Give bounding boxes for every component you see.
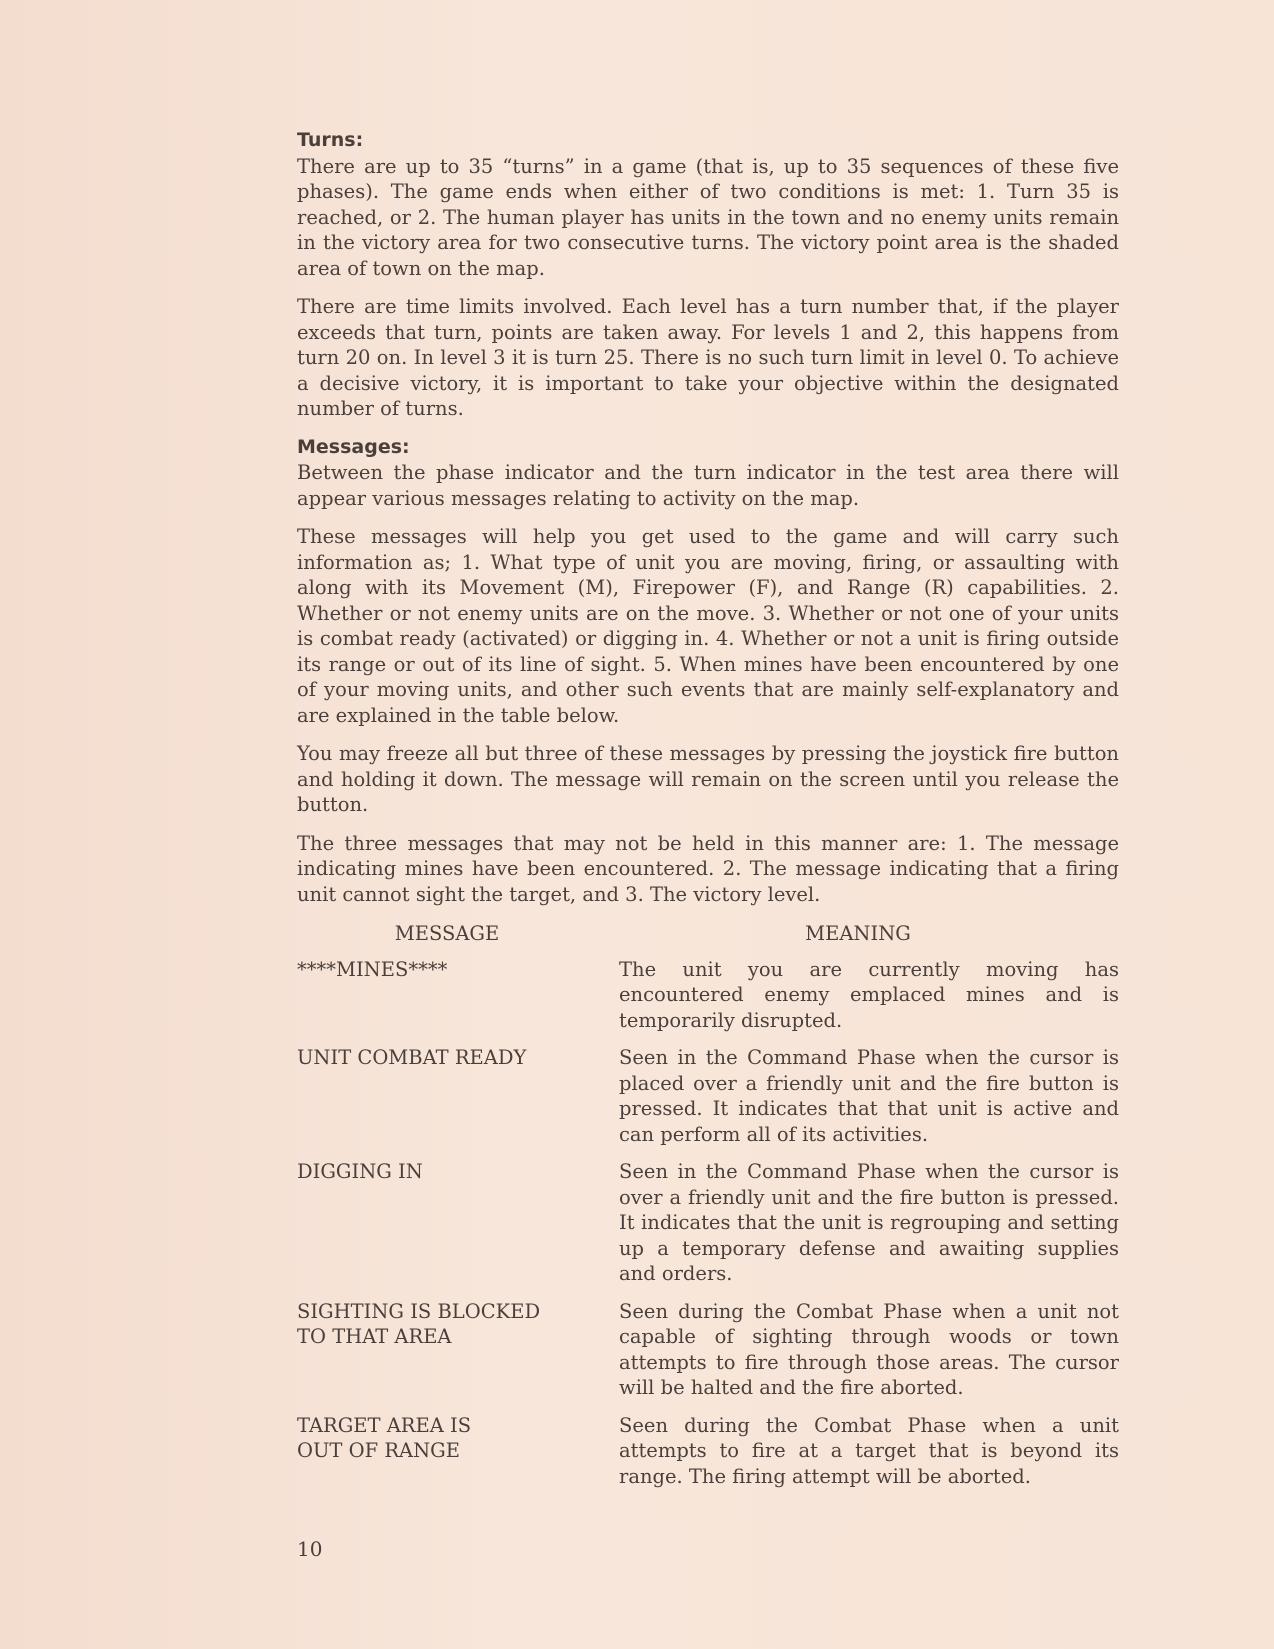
turns-heading: Turns: — [297, 129, 364, 151]
col-header-meaning: MEANING — [805, 922, 911, 945]
col-header-message: MESSAGE — [394, 922, 500, 945]
page-content — [297, 128, 1119, 1501]
row-message: SIGHTING IS BLOCKED TO THAT AREA — [297, 1299, 541, 1348]
messages-heading: Messages: — [297, 435, 410, 458]
messages-paragraph-4: The three messages that may not be held in this manner are: 1. The message indicating mines have been encountered. 2. The message indicating that a firing unit cannot sight the target, and 3. The victory level. — [297, 831, 1119, 906]
table-row — [297, 957, 1119, 1034]
row-message: TARGET AREA IS OUT OF RANGE — [297, 1413, 472, 1462]
turns-paragraph-1: There are up to 35 “turns” in a game (that is, up to 35 sequences of these five phases). The game ends when either of two conditions is met: 1. Turn 35 is reached, or 2. The human player has units in the town and no enemy units remain in the victory area for two consecutive turns. The victory point area is the shaded area of town on the map. — [297, 154, 1119, 280]
messages-paragraph-3: You may freeze all but three of these messages by pressing the joystick fire button and holding it down. The message will remain on the screen until you release the button. — [297, 742, 1119, 816]
table-row — [297, 1413, 1119, 1490]
messages-table — [297, 921, 1119, 1489]
table-header — [297, 921, 1119, 947]
table-row — [297, 1159, 1119, 1287]
row-meaning: Seen in the Command Phase when the cursor is over a friendly unit and the fire button is pressed. It indicates that the unit is regrouping and setting up a temporary defense and awaiting supplies and orders. — [619, 1160, 1119, 1285]
row-meaning: Seen in the Command Phase when the cursor is placed over a friendly unit and the fire button is pressed. It indicates that that unit is active and can perform all of its activities. — [619, 1046, 1119, 1146]
row-message: UNIT COMBAT READY — [297, 1046, 527, 1069]
messages-paragraph-1: Between the phase indicator and the turn indicator in the test area there will appear various messages relating to activity on the map. — [297, 461, 1119, 510]
page-number: 10 — [297, 1537, 323, 1561]
turns-paragraph-2: There are time limits involved. Each level has a turn number that, if the player exceeds that turn, points are taken away. For levels 1 and 2, this happens from turn 20 on. In level 3 it is turn 25. There is no such turn limit in level 0. To achieve a decisive victory, it is important to take your objective within the designated number of turns. — [297, 295, 1119, 420]
row-meaning: The unit you are currently moving has encountered enemy emplaced mines and is temporarily disrupted. — [619, 957, 1119, 1032]
messages-paragraph-2: These messages will help you get used to the game and will carry such information as; 1. What type of unit you are moving, firing, or assaulting with along with its Movement (M), Firepower (F), and Range (R) capabilities. 2. Whether or not enemy units are on the move. 3. Whether or not one of your units is combat ready (activated) or digging in. 4. Whether or not a unit is firing outside its range or out of its line of sight. 5. When mines have been encountered by one of your moving units, and other such events that are mainly self-explanatory and are explained in the table below. — [297, 525, 1119, 727]
row-meaning: Seen during the Combat Phase when a unit attempts to fire at a target that is beyond its range. The firing attempt will be aborted. — [619, 1413, 1119, 1488]
table-row — [297, 1299, 1119, 1401]
turns-section — [297, 128, 1119, 422]
row-message: DIGGING IN — [297, 1160, 423, 1183]
messages-section — [297, 435, 1119, 908]
row-message: ****MINES**** — [297, 957, 448, 981]
table-row — [297, 1045, 1119, 1147]
row-meaning: Seen during the Combat Phase when a unit not capable of sighting through woods or town attempts to fire through those areas. The cursor will be halted and the fire aborted. — [619, 1299, 1119, 1399]
